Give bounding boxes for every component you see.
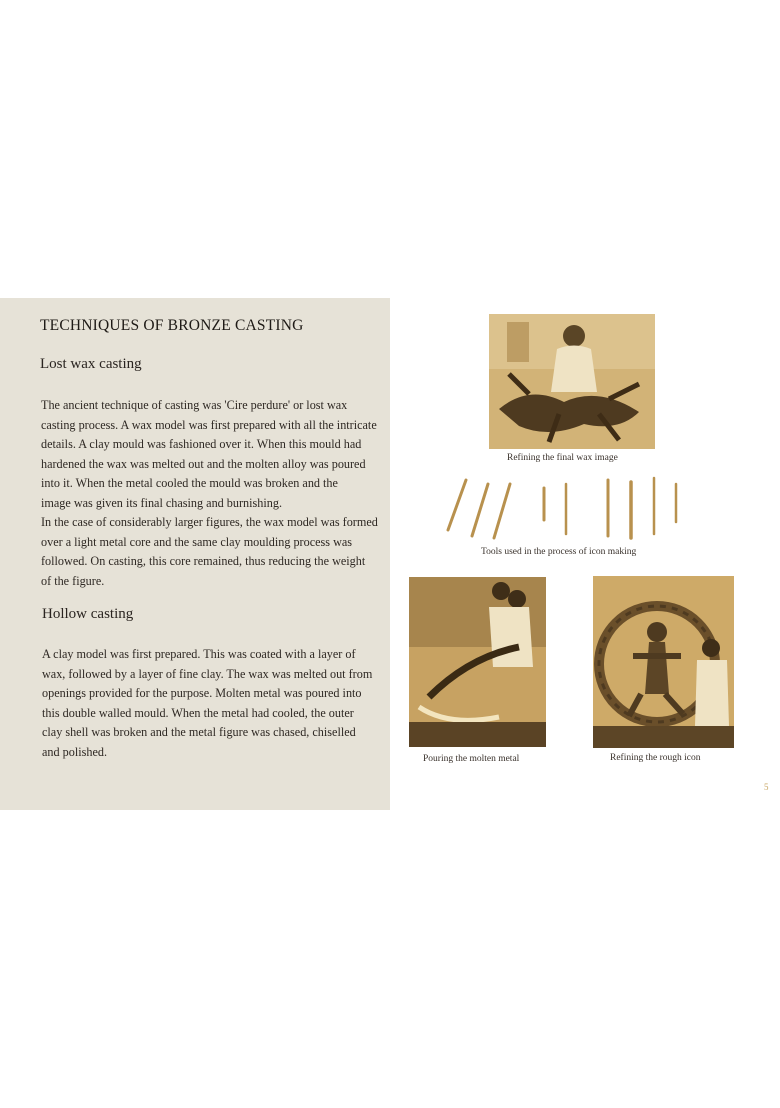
book-spread [0, 298, 780, 810]
photo-refining-rough-icon [593, 576, 734, 748]
left-page [0, 298, 390, 810]
hollow-casting-paragraph [42, 645, 372, 762]
lost-wax-paragraph-2 [41, 513, 378, 591]
right-page [390, 298, 780, 810]
text-line: openings provided for the purpose. Molten metal was poured into [42, 686, 362, 700]
tools-illustration [442, 476, 682, 542]
text-line: and polished. [42, 744, 107, 759]
text-line: followed. On casting, this core remained, thus reducing the weight [41, 554, 366, 568]
text-line: The ancient technique of casting was 'Cire perdure' or lost wax [41, 398, 348, 412]
section-title-hollow: Hollow casting [42, 606, 134, 622]
lost-wax-paragraph-1 [41, 396, 377, 513]
text-line: over a light metal core and the same clay moulding process was [41, 534, 353, 549]
caption-refining-wax: Refining the final wax image [507, 453, 618, 463]
text-line: clay shell was broken and the metal figure was chased, chiselled [42, 725, 356, 739]
text-line: into it. When the metal cooled the mould was broken and the [41, 476, 338, 490]
text-line: of the figure. [41, 573, 105, 588]
page-heading: TECHNIQUES OF BRONZE CASTING [40, 317, 304, 334]
text-line: image was given its final chasing and burnishing. [41, 495, 282, 510]
text-line: wax, followed by a layer of fine clay. The wax was melted out from [42, 666, 373, 681]
caption-refining-rough: Refining the rough icon [610, 753, 701, 763]
text-line: A clay model was first prepared. This was coated with a layer of [42, 647, 356, 661]
page-number: 5 [764, 782, 769, 792]
text-line: hardened the wax was melted out and the molten alloy was poured [41, 456, 366, 471]
caption-tools: Tools used in the process of icon making [481, 547, 637, 557]
photo-pouring-metal [409, 577, 546, 747]
text-line: this double walled mould. When the metal had cooled, the outer [42, 705, 354, 720]
text-line: In the case of considerably larger figures, the wax model was formed [41, 515, 378, 529]
section-title-lost-wax: Lost wax casting [40, 356, 142, 372]
caption-pouring: Pouring the molten metal [423, 754, 520, 764]
photo-refining-wax [489, 314, 655, 449]
text-line: details. A clay mould was fashioned over it. When this mould had [41, 437, 362, 451]
text-line: casting process. A wax model was first prepared with all the intricate [41, 417, 377, 432]
